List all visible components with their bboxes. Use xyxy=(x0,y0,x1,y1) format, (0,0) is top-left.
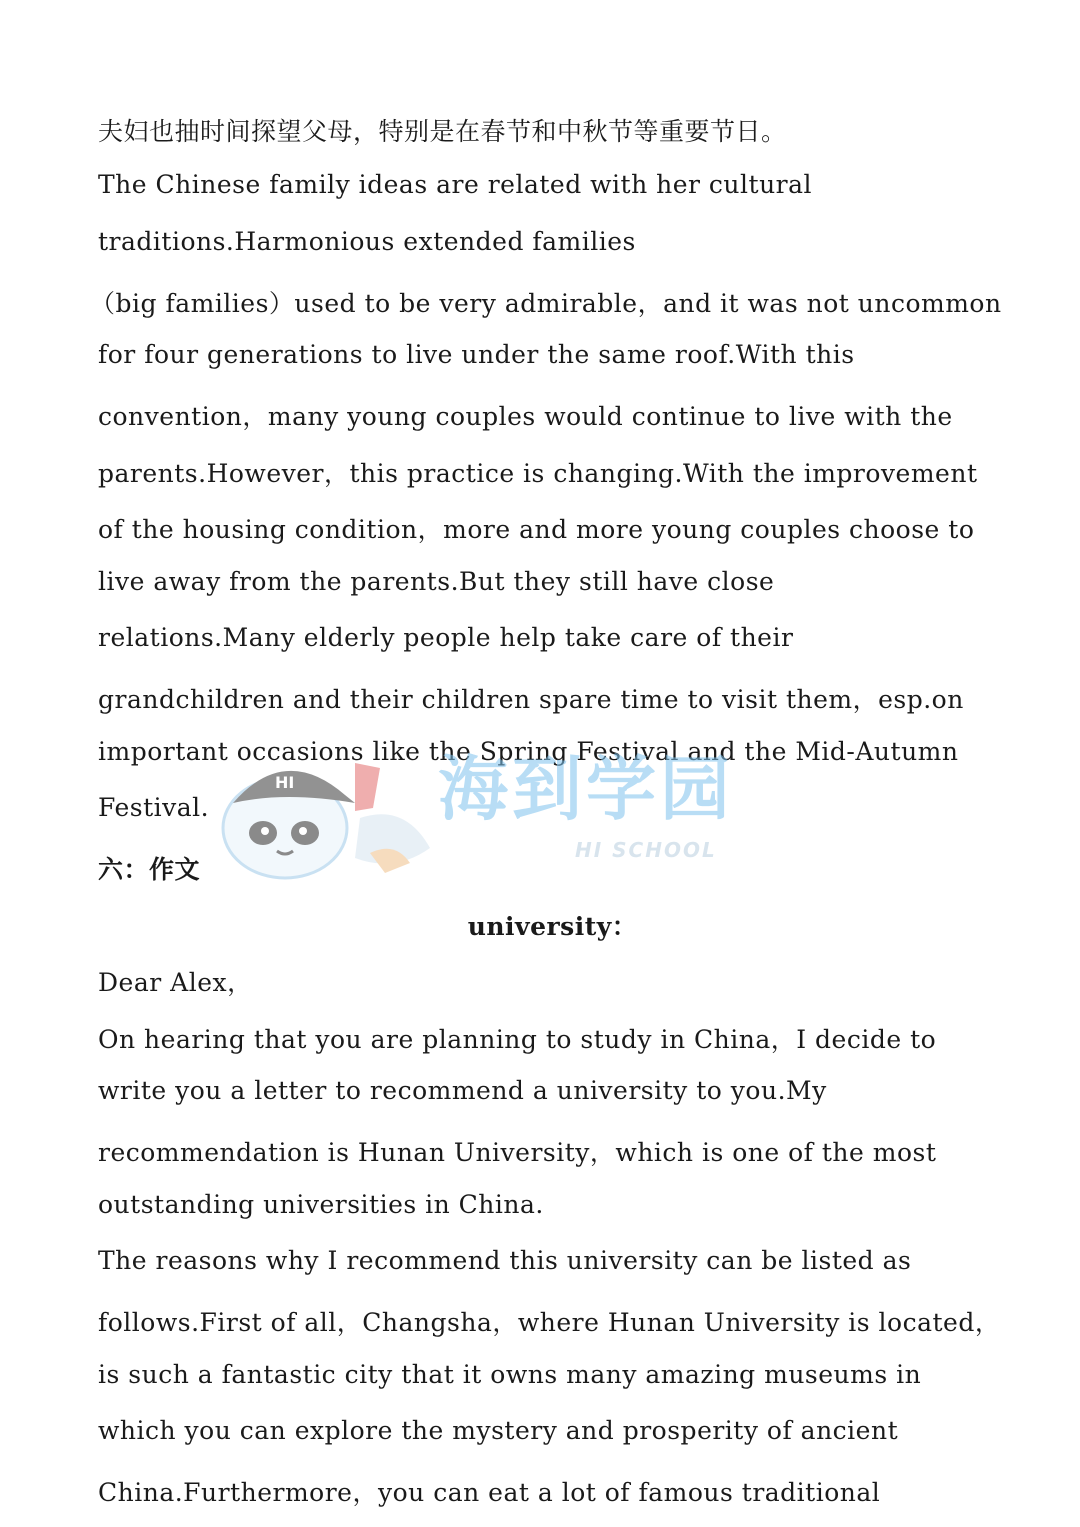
essay-line-5: outstanding universities in China. xyxy=(98,1190,544,1219)
translation-line-3: （big families）used to be very admirable，and it was not uncommon xyxy=(90,289,1002,318)
essay-line-7: follows.First of all，Changsha，where Hunan University is located， xyxy=(98,1308,1001,1337)
translation-line-12: Festival. xyxy=(98,793,210,822)
chinese-paragraph-line: 夫妇也抽时间探望父母，特别是在春节和中秋节等重要节日。 xyxy=(98,117,787,146)
essay-title: university： xyxy=(467,912,638,941)
essay-line-8: is such a fantastic city that it owns many amazing museums in xyxy=(98,1360,922,1389)
essay-line-1: Dear Alex， xyxy=(98,968,253,997)
section-heading: 六：作文 xyxy=(98,855,201,884)
translation-line-7: of the housing condition，more and more young couples choose to xyxy=(98,515,975,544)
translation-line-10: grandchildren and their children spare time to visit them，esp.on xyxy=(98,685,964,714)
essay-line-9: which you can explore the mystery and prosperity of ancient xyxy=(98,1416,899,1445)
translation-line-5: convention，many young couples would continue to live with the xyxy=(98,402,953,431)
essay-line-2: On hearing that you are planning to study in China，I decide to xyxy=(98,1025,937,1054)
translation-line-1: The Chinese family ideas are related with her cultural xyxy=(98,170,813,199)
essay-line-4: recommendation is Hunan University，which is one of the most xyxy=(98,1138,937,1167)
watermark-brand-en: HI SCHOOL xyxy=(575,838,717,862)
translation-line-8: live away from the parents.But they still have close xyxy=(98,567,775,596)
watermark-brand-cn: 海到学园 xyxy=(438,748,734,830)
essay-line-3: write you a letter to recommend a university to you.My xyxy=(98,1076,827,1105)
translation-line-4: for four generations to live under the same roof.With this xyxy=(98,340,855,369)
translation-line-6: parents.However，this practice is changing.With the improvement xyxy=(98,459,978,488)
translation-line-9: relations.Many elderly people help take care of their xyxy=(98,623,794,652)
watermark-logo xyxy=(205,733,835,883)
translation-line-2: traditions.Harmonious extended families xyxy=(98,227,636,256)
essay-line-10: China.Furthermore，you can eat a lot of famous traditional xyxy=(98,1478,881,1507)
essay-line-6: The reasons why I recommend this university can be listed as xyxy=(98,1246,912,1275)
mascot-badge-text: HI xyxy=(275,773,295,792)
translation-line-11: important occasions like the Spring Festival and the Mid-Autumn xyxy=(98,737,959,766)
